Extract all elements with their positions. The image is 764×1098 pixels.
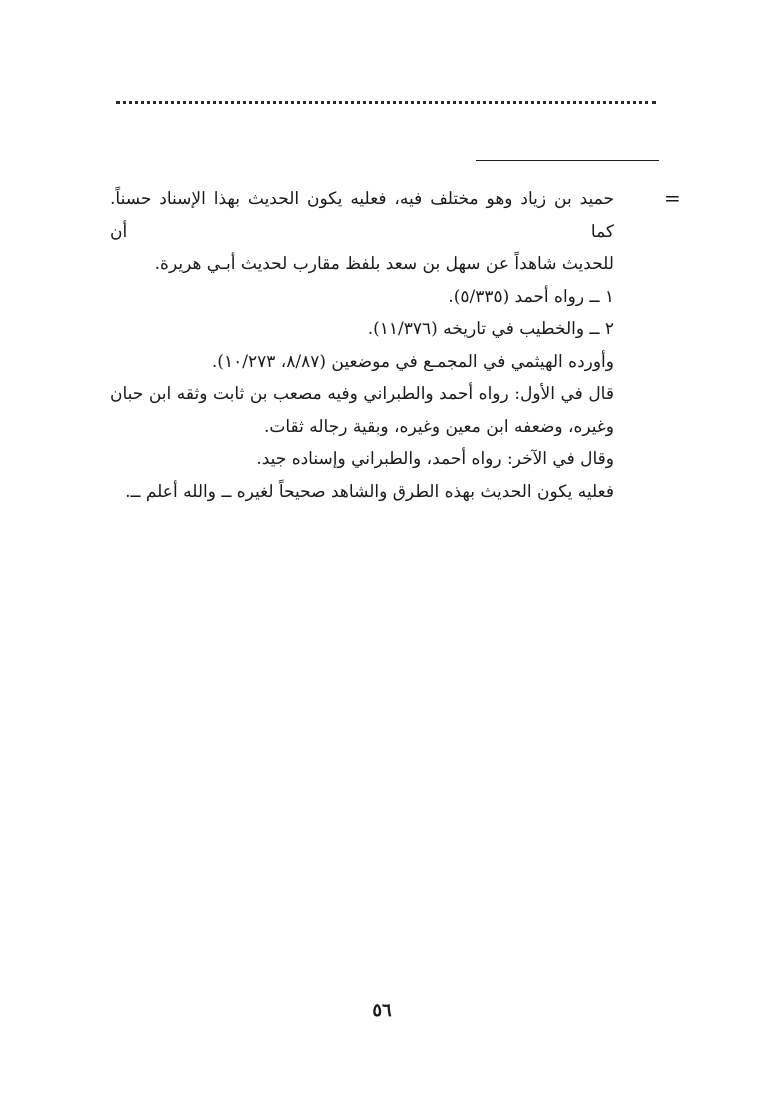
footnote-line: وقال في الآخر: رواه أحمد، والطبراني وإسناده جيد.	[256, 449, 614, 469]
footnote-line: وغيره، وضعفه ابن معين وغيره، وبقية رجاله ثقات.	[263, 416, 614, 437]
page-number: ٥٦	[372, 1000, 392, 1021]
footnote-line: ١ ــ رواه أحمد (٥/٣٣٥).	[448, 286, 614, 307]
continuation-mark: =	[664, 186, 681, 210]
dotted-separator	[116, 101, 656, 104]
footnote-line: فعليه يكون الحديث بهذه الطرق والشاهد صحيحاً لغيره ــ والله أعلم ــ.	[125, 481, 614, 502]
footnote-line: للحديث شاهداً عن سهل بن سعد بلفظ مقارب لحديث أبـي هريرة.	[154, 254, 614, 274]
footnote-line: قال في الأول: رواه أحمد والطبراني وفيه مصعب بن ثابت وثقه ابن حبان	[110, 384, 614, 404]
footnote-separator-line	[476, 160, 659, 161]
footnote-text-block	[110, 183, 614, 508]
footnote-line: حميد بن زياد وهو مختلف فيه، فعليه يكون الحديث بهذا الإسناد حسناً. كما أن	[110, 189, 614, 242]
footnote-line: وأورده الهيثمي في المجمـع في موضعين (٨/٨٧، ١٠/٢٧٣).	[211, 351, 614, 372]
footnote-line: ٢ ــ والخطيب في تاريخه (١١/٣٧٦).	[367, 319, 614, 339]
